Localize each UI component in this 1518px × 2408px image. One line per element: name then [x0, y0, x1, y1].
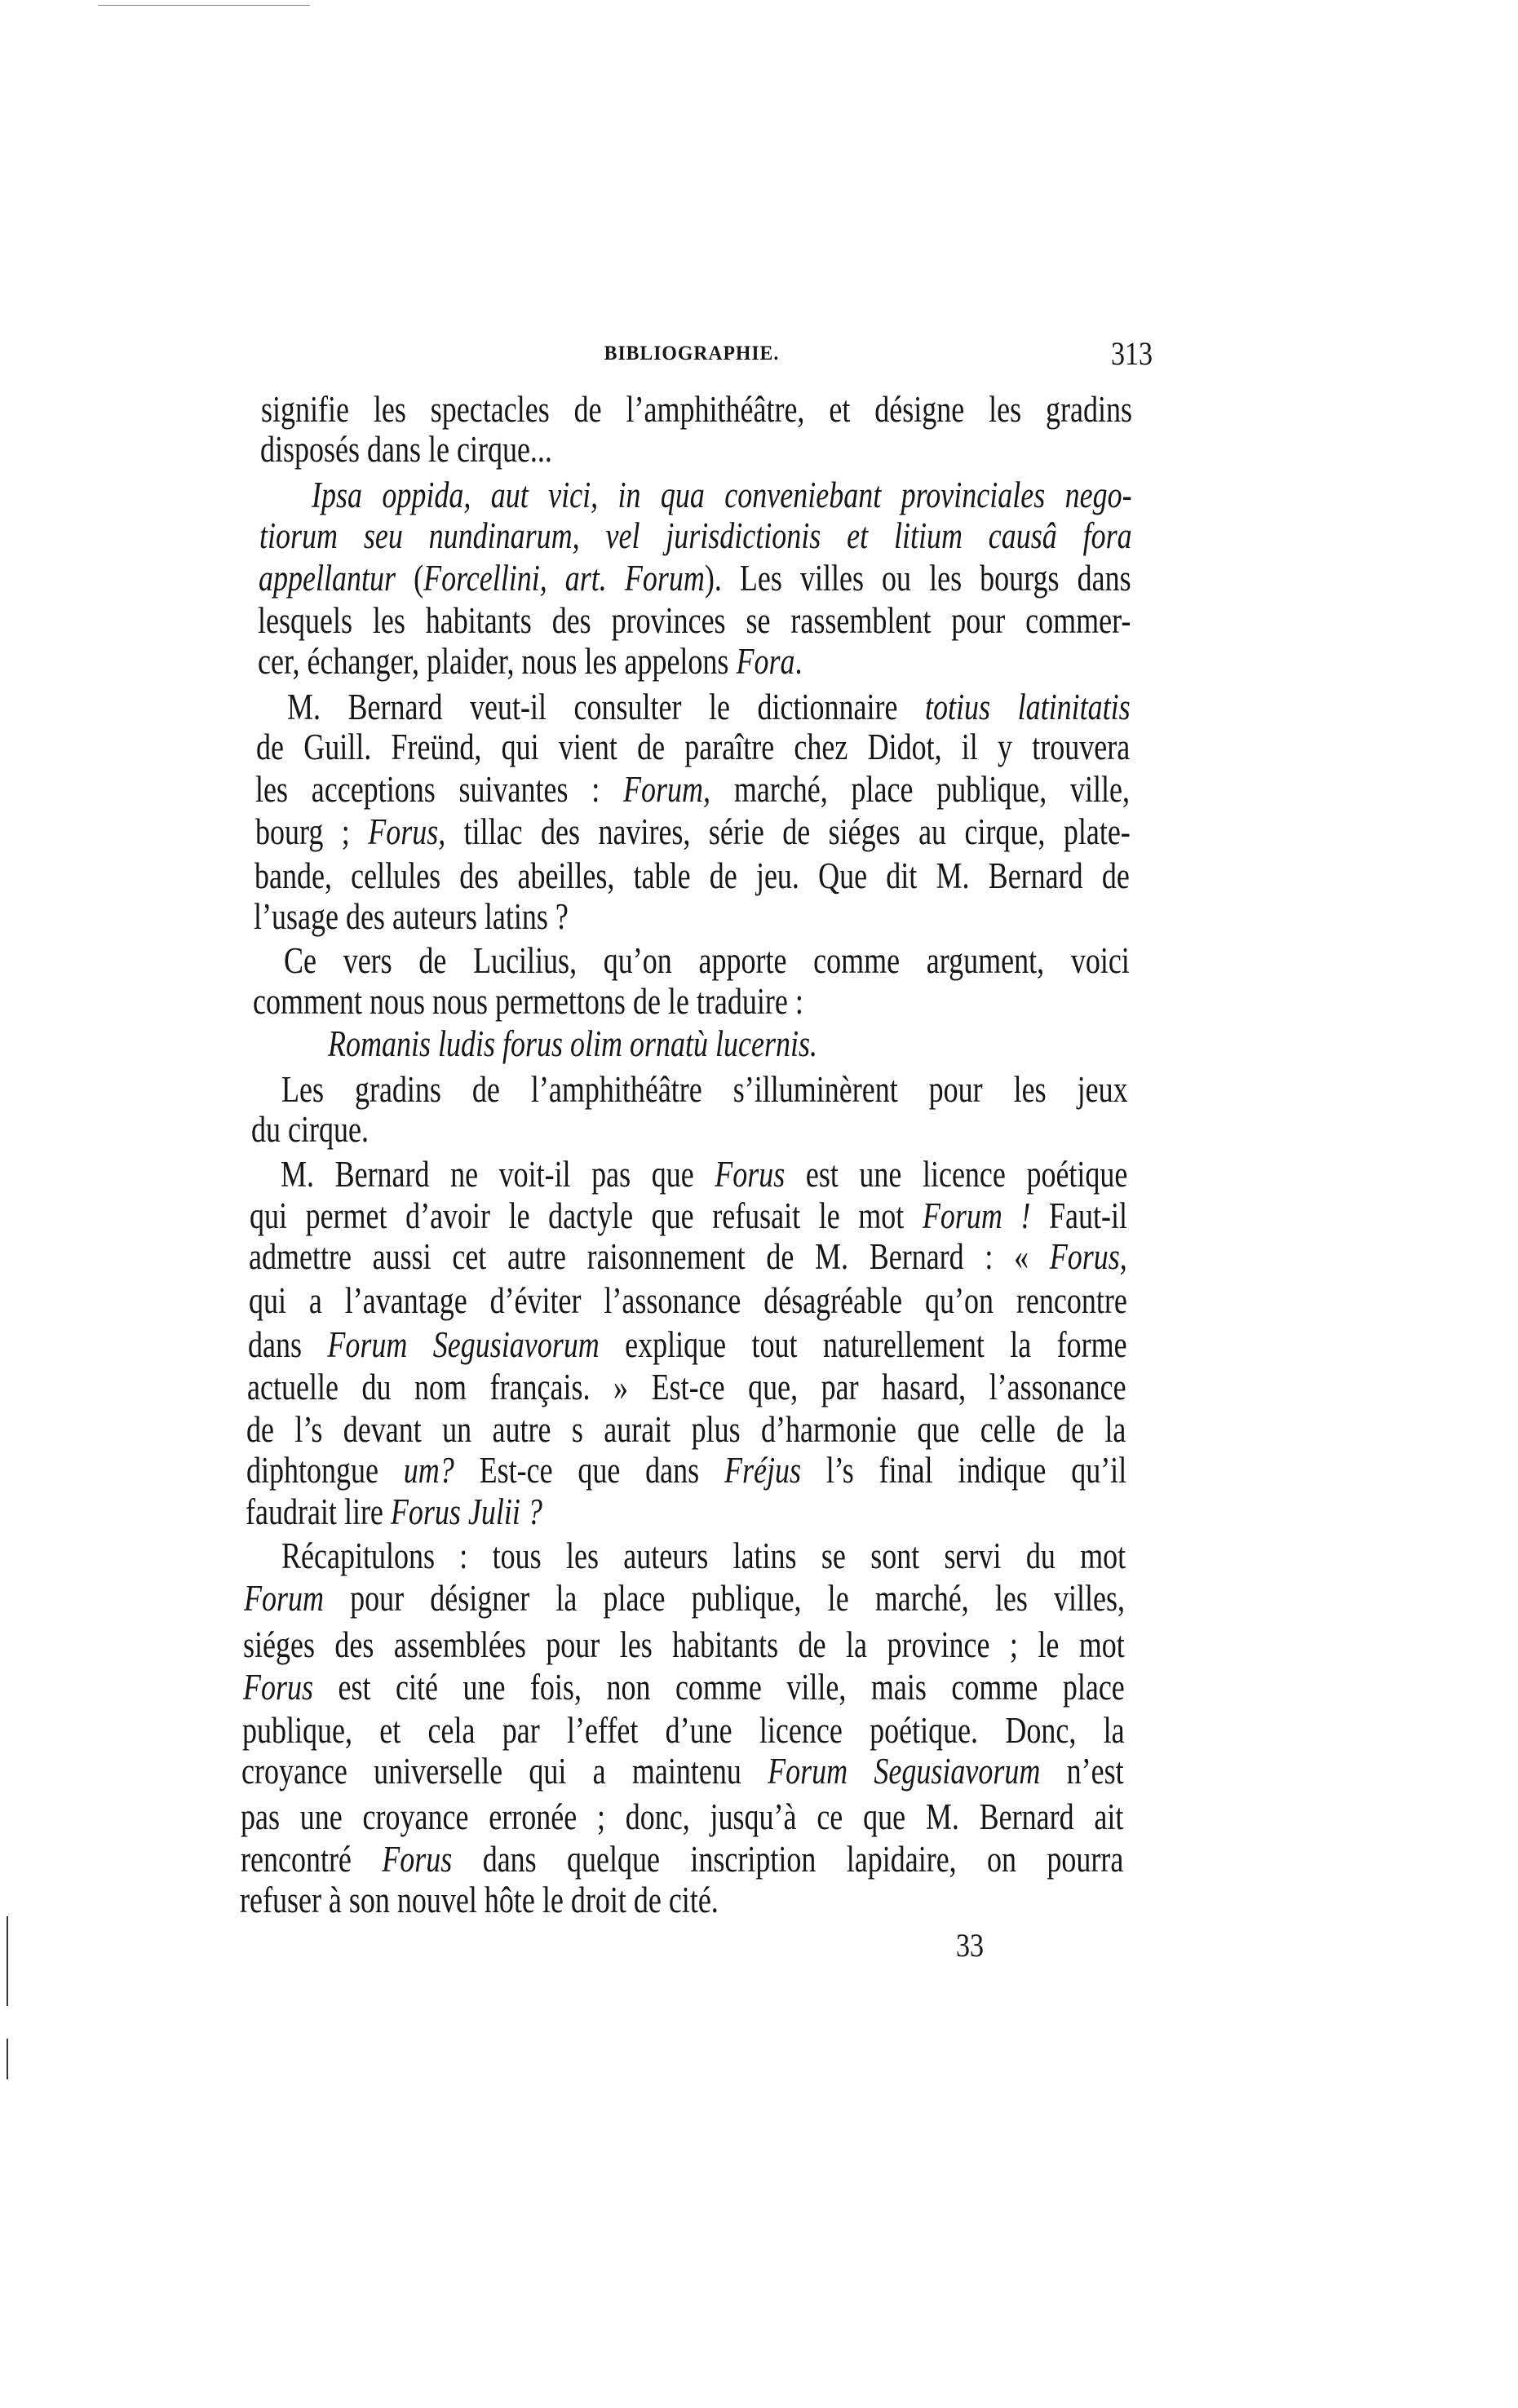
italic-text: Forus	[382, 1839, 453, 1880]
text-run: diphtongue	[246, 1450, 404, 1491]
text-run: M. Bernard veut-il consulter le dictionnaire	[287, 687, 926, 727]
text-run: disposés dans le cirque...	[260, 429, 552, 470]
text-run: refuser à son nouvel hôte le droit de cité.	[240, 1880, 719, 1920]
text-run: faudrait lire	[246, 1491, 391, 1532]
text-line	[240, 1879, 1123, 1921]
text-line	[260, 428, 1132, 471]
text-run: qui a l’avantage d’éviter l’assonance désagréable qu’on rencontre	[249, 1280, 1127, 1321]
italic-text: Forum Segusiavorum	[327, 1324, 600, 1365]
text-line	[254, 855, 1130, 897]
scan-artifact-line	[7, 1916, 8, 2006]
italic-text: Forum Segusiavorum	[768, 1751, 1041, 1792]
text-line	[281, 1153, 1127, 1195]
text-run: Récapitulons : tous les auteurs latins se sont servi du mot	[281, 1535, 1126, 1576]
text-line	[258, 599, 1131, 642]
italic-text: Forus,	[368, 811, 446, 852]
text-run: Les gradins de l’amphithéâtre s’illuminèrent pour les jeux	[281, 1069, 1128, 1110]
text-run: Est-ce que dans	[454, 1450, 724, 1491]
text-run: comment nous nous permettons de le traduire :	[253, 981, 803, 1022]
text-run: de Guill. Freünd, qui vient de paraître chez Didot, il y trouvera	[256, 727, 1131, 767]
text-line	[284, 939, 1130, 982]
text-line	[250, 1195, 1127, 1237]
italic-text: Forum	[244, 1578, 324, 1619]
text-run: pour désigner la place publique, le marché, les villes,	[324, 1578, 1125, 1619]
text-run: lesquels les habitants des provinces se rassemblent pour commer-	[258, 600, 1131, 641]
italic-text: Fora	[736, 641, 795, 682]
text-run: publique, et cela par l’effet d’une licence poétique. Donc, la	[242, 1710, 1125, 1751]
text-run: Faut-il	[1030, 1195, 1127, 1236]
text-line	[241, 1750, 1124, 1792]
text-line	[261, 388, 1132, 431]
running-header: BIBLIOGRAPHIE.	[604, 342, 780, 365]
text-line	[255, 811, 1131, 853]
italic-text: Forus	[243, 1667, 314, 1708]
text-run: du cirque.	[251, 1109, 369, 1150]
italic-text: Fréjus	[724, 1450, 801, 1491]
signature-mark: 33	[956, 1927, 984, 1964]
italic-text: Forus Julii ?	[390, 1491, 542, 1532]
italic-text: Forum,	[623, 769, 711, 810]
italic-text: appellantur	[259, 558, 414, 599]
italic-text: tiorum seu nundinarum, vel jurisdictionis et litium causâ fora	[259, 515, 1132, 556]
text-line	[254, 895, 1130, 938]
text-line	[248, 1323, 1127, 1366]
text-run: marché, place publique, ville,	[710, 769, 1130, 810]
italic-text: um?	[403, 1450, 454, 1491]
text-run: est cité une fois, non comme ville, mais comme place	[313, 1667, 1125, 1708]
scan-artifact-line	[7, 2039, 8, 2079]
italic-text: Romanis ludis forus olim ornatù lucernis.	[328, 1023, 818, 1064]
text-line	[258, 640, 1131, 683]
text-run: ). Les villes ou les bourgs dans	[704, 558, 1131, 599]
italic-text: totius latinitatis	[925, 687, 1131, 727]
text-run: actuelle du nom français. » Est-ce que, par hasard, l’assonance	[247, 1367, 1126, 1407]
text-run: signifie les spectacles de l’amphithéâtre, et désigne les gradins	[261, 389, 1132, 430]
page-number: 313	[1111, 335, 1153, 372]
text-run: admettre aussi cet autre raisonnement de M. Bernard : «	[249, 1236, 1050, 1277]
text-run: tillac des navires, série de siéges au cirque, plate-	[445, 811, 1131, 852]
text-run: rencontré	[241, 1839, 383, 1880]
text-run: siéges des assemblées pour les habitants de la province ; le mot	[243, 1624, 1125, 1665]
italic-text: Forus,	[1049, 1236, 1127, 1277]
text-line	[242, 1709, 1125, 1752]
text-run: croyance universelle qui a maintenu	[241, 1751, 768, 1792]
text-run: de l’s devant un autre s aurait plus d’harmonie que celle de la	[246, 1409, 1126, 1450]
text-line	[281, 1535, 1126, 1577]
text-run: pas une croyance erronée ; donc, jusqu’à ce que M. Bernard ait	[241, 1796, 1124, 1837]
text-run: .	[794, 641, 803, 682]
text-line	[243, 1624, 1125, 1666]
text-run: (	[414, 558, 424, 599]
text-line	[253, 980, 1129, 1023]
text-run: n’est	[1040, 1751, 1124, 1792]
text-line	[246, 1491, 1126, 1533]
text-line	[244, 1577, 1125, 1619]
text-line	[259, 557, 1131, 599]
text-line	[328, 1023, 1129, 1065]
text-line	[312, 474, 1132, 516]
italic-text: Forcellini, art. Forum	[423, 558, 705, 599]
text-line	[246, 1408, 1126, 1451]
text-run: les acceptions suivantes :	[255, 769, 624, 810]
text-run: bande, cellules des abeilles, table de jeu. Que dit M. Bernard de	[254, 855, 1130, 896]
text-line	[287, 686, 1131, 728]
text-line	[243, 1666, 1125, 1708]
text-line	[281, 1068, 1128, 1111]
text-run: explique tout naturellement la forme	[599, 1324, 1127, 1365]
text-run: cer, échanger, plaider, nous les appelons	[258, 641, 737, 682]
text-run: dans	[248, 1324, 328, 1365]
italic-text: Forum !	[922, 1195, 1031, 1236]
text-run: M. Bernard ne voit-il pas que	[281, 1154, 715, 1195]
text-line	[249, 1279, 1127, 1322]
text-line	[241, 1796, 1123, 1838]
text-run: bourg ;	[255, 811, 369, 852]
text-run: Ce vers de Lucilius, qu’on apporte comme argument, voici	[284, 940, 1130, 981]
text-run: est une licence poétique	[785, 1154, 1128, 1195]
text-run: dans quelque inscription lapidaire, on pourra	[452, 1839, 1124, 1880]
text-line	[255, 768, 1130, 811]
text-line	[249, 1235, 1127, 1278]
text-line	[259, 515, 1132, 557]
italic-text: Ipsa oppida, aut vici, in qua conveniebant provinciales nego-	[312, 475, 1132, 515]
text-run: l’s final indique qu’il	[800, 1450, 1127, 1491]
text-line	[256, 726, 1130, 768]
text-line	[241, 1838, 1123, 1880]
text-run: qui permet d’avoir le dactyle que refusait le mot	[250, 1195, 923, 1236]
scan-artifact-line	[98, 5, 310, 6]
text-line	[246, 1449, 1126, 1491]
text-run: l’usage des auteurs latins ?	[254, 896, 569, 937]
text-line	[247, 1366, 1126, 1408]
text-line	[251, 1108, 1128, 1151]
italic-text: Forus	[715, 1154, 786, 1195]
